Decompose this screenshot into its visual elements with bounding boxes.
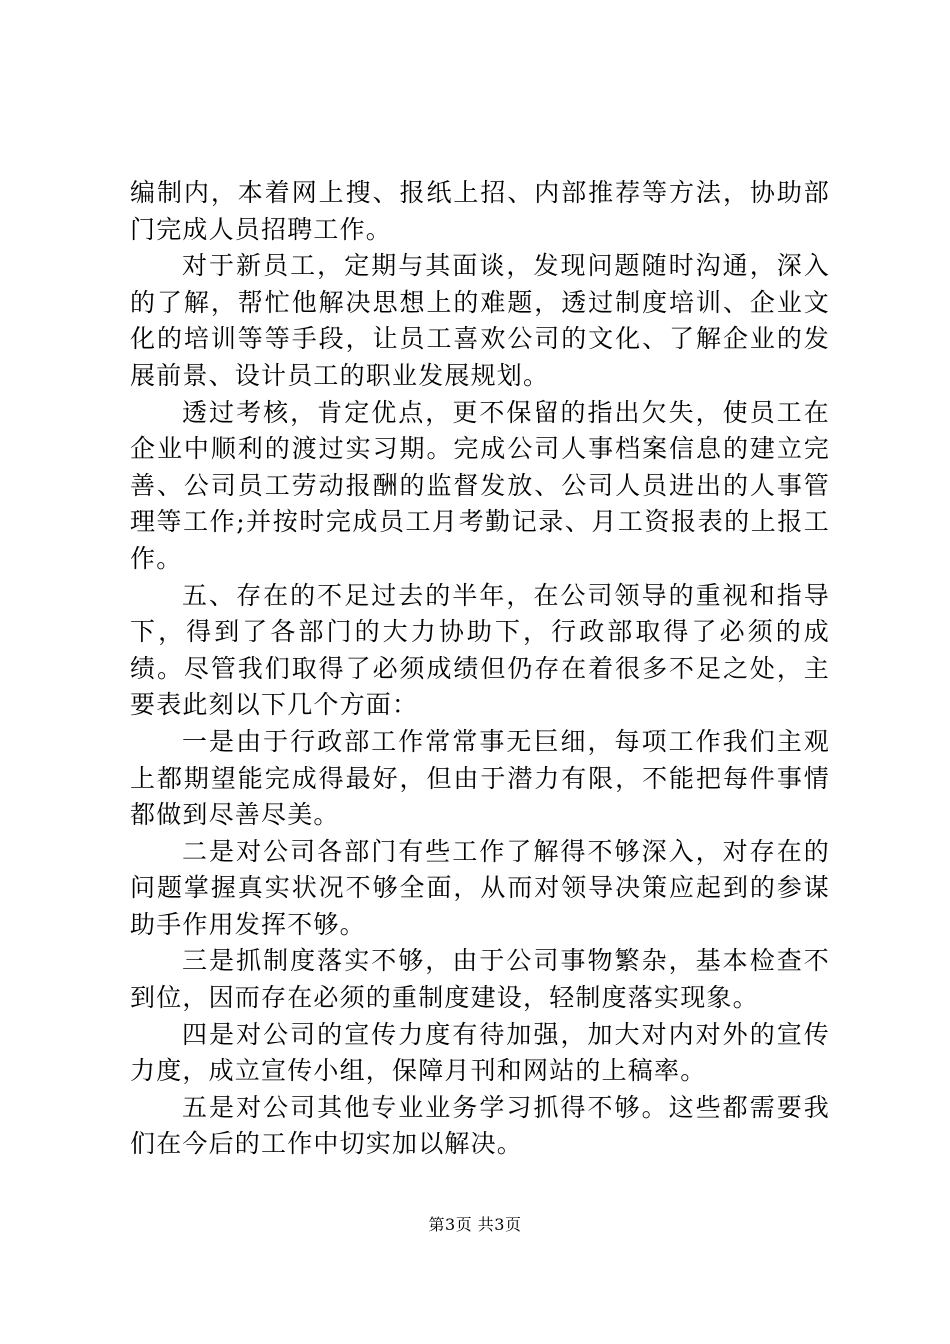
paragraph-7: 三是抓制度落实不够，由于公司事物繁杂，基本检查不到位，因而存在必须的重制度建设，轻制度落实现象。	[130, 946, 830, 1013]
paragraph-4: 五、存在的不足过去的半年，在公司领导的重视和指导下，得到了各部门的大力协助下，行政部取得了必须的成绩。尽管我们取得了必须成绩但仍存在着很多不足之处，主要表此刻以下几个方面：	[130, 580, 830, 720]
paragraph-5: 一是由于行政部工作常常事无巨细，每项工作我们主观上都期望能完成得最好，但由于潜力有限，不能把每件事情都做到尽善尽美。	[130, 726, 830, 830]
paragraph-3: 透过考核，肯定优点，更不保留的指出欠失，使员工在企业中顺利的渡过实习期。完成公司人事档案信息的建立完善、公司员工劳动报酬的监督发放、公司人员进出的人事管理等工作;并按时完成员工月考勤记录、月工资报表的上报工作。	[130, 397, 830, 573]
document-body	[130, 175, 830, 1163]
paragraph-1: 编制内，本着网上搜、报纸上招、内部推荐等方法，协助部门完成人员招聘工作。	[130, 178, 830, 244]
paragraph-8: 四是对公司的宣传力度有待加强，加大对内对外的宣传力度，成立宣传小组，保障月刊和网站的上稿率。	[130, 1019, 830, 1086]
paragraph-6: 二是对公司各部门有些工作了解得不够深入，对存在的问题掌握真实状况不够全面，从而对领导决策应起到的参谋助手作用发挥不够。	[130, 836, 830, 939]
page-number-footer: 第3页 共3页	[428, 1215, 522, 1234]
paragraph-2: 对于新员工，定期与其面谈，发现问题随时沟通，深入的了解，帮忙他解决思想上的难题，透过制度培训、企业文化的培训等等手段，让员工喜欢公司的文化、了解企业的发展前景、设计员工的职业发展规划。	[130, 251, 830, 390]
paragraph-9: 五是对公司其他专业业务学习抓得不够。这些都需要我们在今后的工作中切实加以解决。	[130, 1092, 830, 1159]
